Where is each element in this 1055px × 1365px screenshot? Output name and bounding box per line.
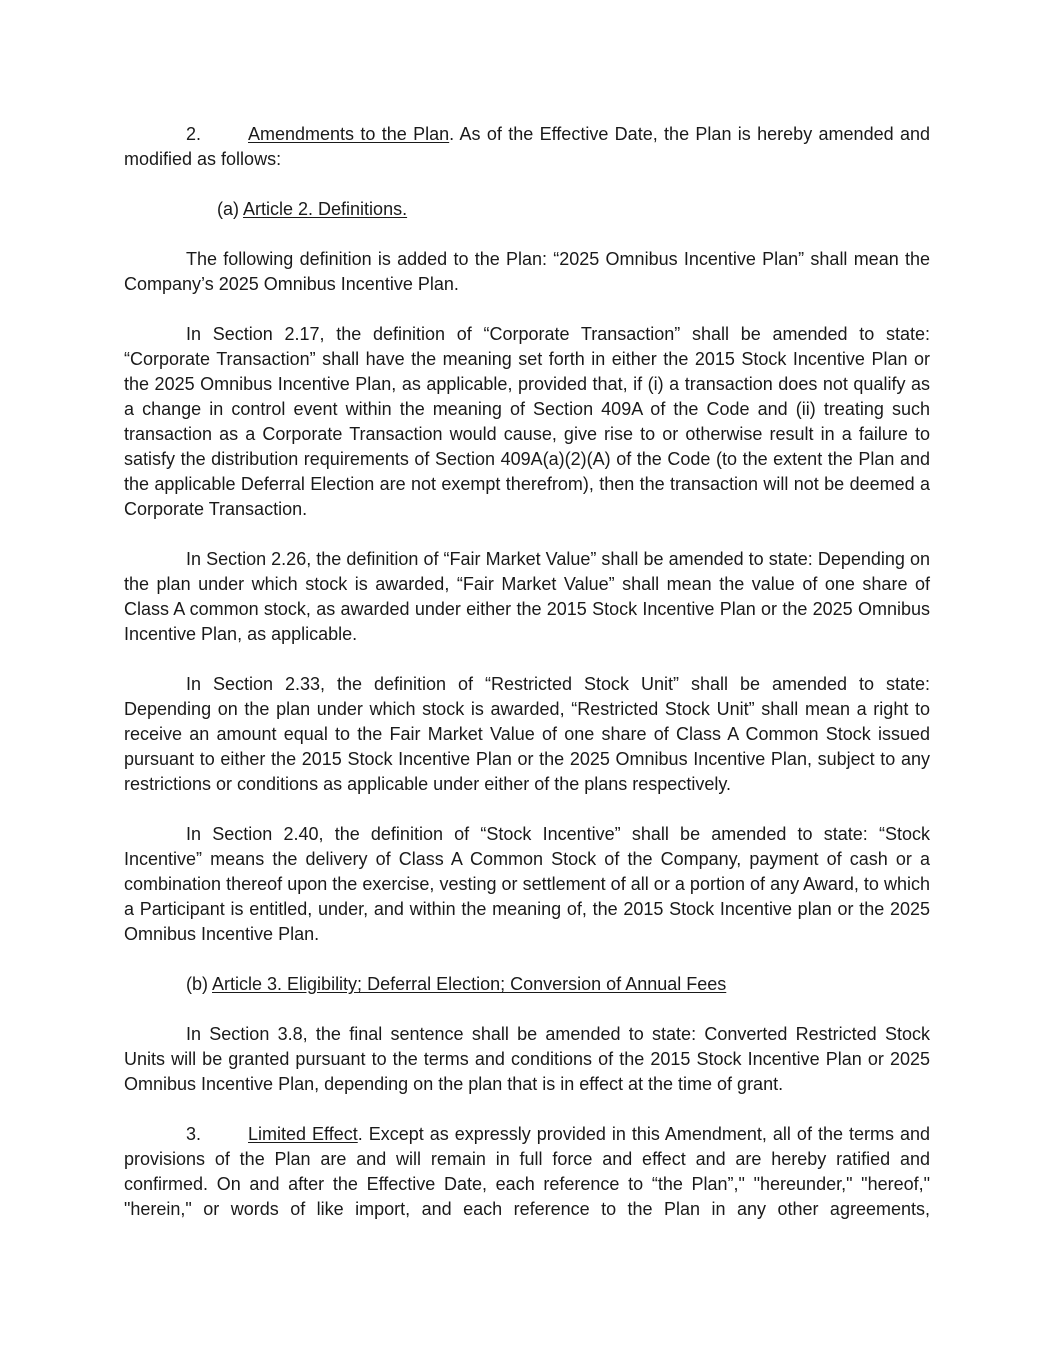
- section-3: [124, 1122, 930, 1222]
- section-text: . Except as expressly provided in this Amendment, all of the terms and provisions of the Plan are and will remain in full force and effect and are hereby ratified and confirmed. On and after the Effective Date, each reference to “the Plan”," "hereunder," "hereof," "herein," or words of like import, and each reference to the Plan in any other agreements,: [124, 1124, 930, 1219]
- paragraph: In Section 2.40, the definition of “Stock Incentive” shall be amended to state: “Stock Incentive” means the delivery of Class A Common Stock of the Company, payment of cash or a combination thereof upon the exercise, vesting or settlement of all or a portion of any Award, to which a Participant is entitled, under, and within the meaning of, the 2015 Stock Incentive plan or the 2025 Omnibus Incentive Plan.: [124, 824, 930, 944]
- section-text: . As of the Effective Date, the Plan is hereby amended and modified as follows:: [124, 124, 930, 169]
- subsection-heading: Article 3. Eligibility; Deferral Election; Conversion of Annual Fees: [212, 974, 727, 994]
- paragraph: In Section 2.17, the definition of “Corporate Transaction” shall be amended to state: “Corporate Transaction” shall have the meaning set forth in either the 2015 Stock Incentive Plan or the 2025 Omnibus Incentive Plan, as applicable, provided that, if (i) a transaction does not qualify as a change in control event within the meaning of Section 409A of the Code and (ii) treating such transaction as a Corporate Transaction would cause, give rise to or otherwise result in a failure to satisfy the distribution requirements of Section 409A(a)(2)(A) of the Code (to the extent the Plan and the applicable Deferral Election are not exempt therefrom), then the transaction will not be deemed a Corporate Transaction.: [124, 324, 930, 519]
- section-2: [124, 122, 930, 172]
- subsection-a: [124, 197, 930, 222]
- paragraph: In Section 2.33, the definition of “Restricted Stock Unit” shall be amended to state: Depending on the plan under which stock is awarded, “Restricted Stock Unit” shall mean a right to receive an amount equal to the Fair Market Value of one share of Class A Common Stock issued pursuant to either the 2015 Stock Incentive Plan or the 2025 Omnibus Incentive Plan, subject to any restrictions or conditions as applicable under either of the plans respectively.: [124, 674, 930, 794]
- paragraph: In Section 2.26, the definition of “Fair Market Value” shall be amended to state: Depending on the plan under which stock is awarded, “Fair Market Value” shall mean the value of one share of Class A common stock, as awarded under either the 2015 Stock Incentive Plan or the 2025 Omnibus Incentive Plan, as applicable.: [124, 549, 930, 644]
- subsection-b: [124, 972, 930, 997]
- subsection-label: (b): [186, 974, 213, 994]
- section-heading: Limited Effect: [248, 1124, 358, 1144]
- paragraph: The following definition is added to the Plan: “2025 Omnibus Incentive Plan” shall mean the Company’s 2025 Omnibus Incentive Plan.: [124, 249, 930, 294]
- subsection-label: (a): [217, 199, 244, 219]
- paragraph: In Section 3.8, the final sentence shall be amended to state: Converted Restricted Stock Units will be granted pursuant to the terms and conditions of the 2015 Stock Incentive Plan or 2025 Omnibus Incentive Plan, depending on the plan that is in effect at the time of grant.: [124, 1024, 930, 1094]
- section-heading: Amendments to the Plan: [248, 124, 450, 144]
- section-number: 3.: [186, 1124, 202, 1144]
- document-page: [124, 122, 930, 1247]
- section-number: 2.: [186, 124, 202, 144]
- subsection-heading: Article 2. Definitions.: [243, 199, 408, 219]
